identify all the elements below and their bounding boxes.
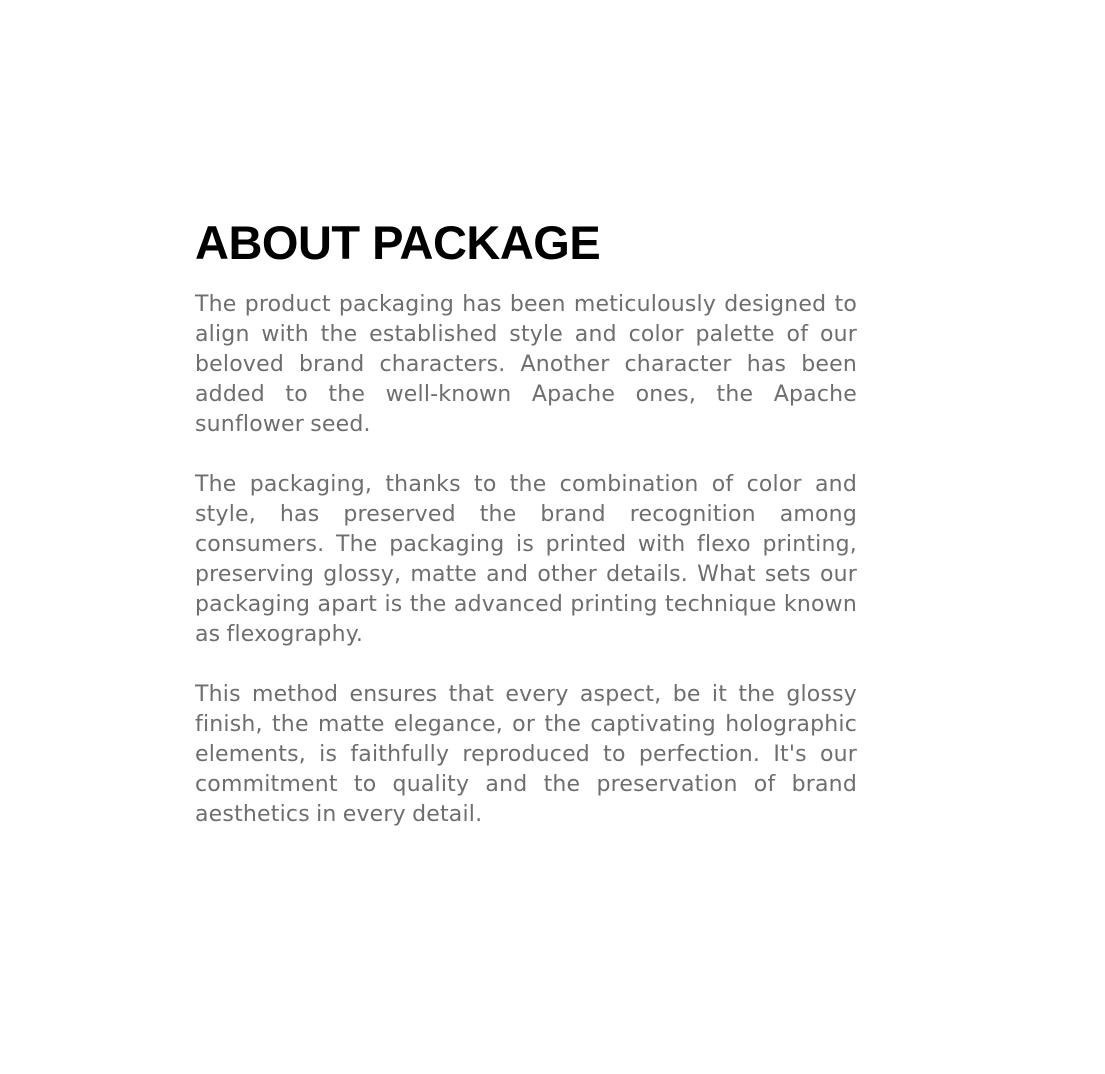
intro-paragraph: The product packaging has been meticulously designed to align with the established style and color palette of our beloved brand characters. Another character has been added to the well-known Apache ones, the Apache sunflower seed.: [195, 292, 857, 437]
section-title: ABOUT PACKAGE: [195, 216, 601, 269]
printing-paragraph: The packaging, thanks to the combination of color and style, has preserved the brand recognition among consumers. The packaging is printed with flexo printing, preserving glossy, matte and other details. What sets our packaging apart is the advanced printing technique known as flexography.: [195, 472, 857, 647]
about-package-section: [195, 218, 857, 830]
quality-paragraph: This method ensures that every aspect, be it the glossy finish, the matte elegance, or the captivating holographic elements, is faithfully reproduced to perfection. It's our commitment to quality and the preservation of brand aesthetics in every detail.: [195, 682, 857, 827]
